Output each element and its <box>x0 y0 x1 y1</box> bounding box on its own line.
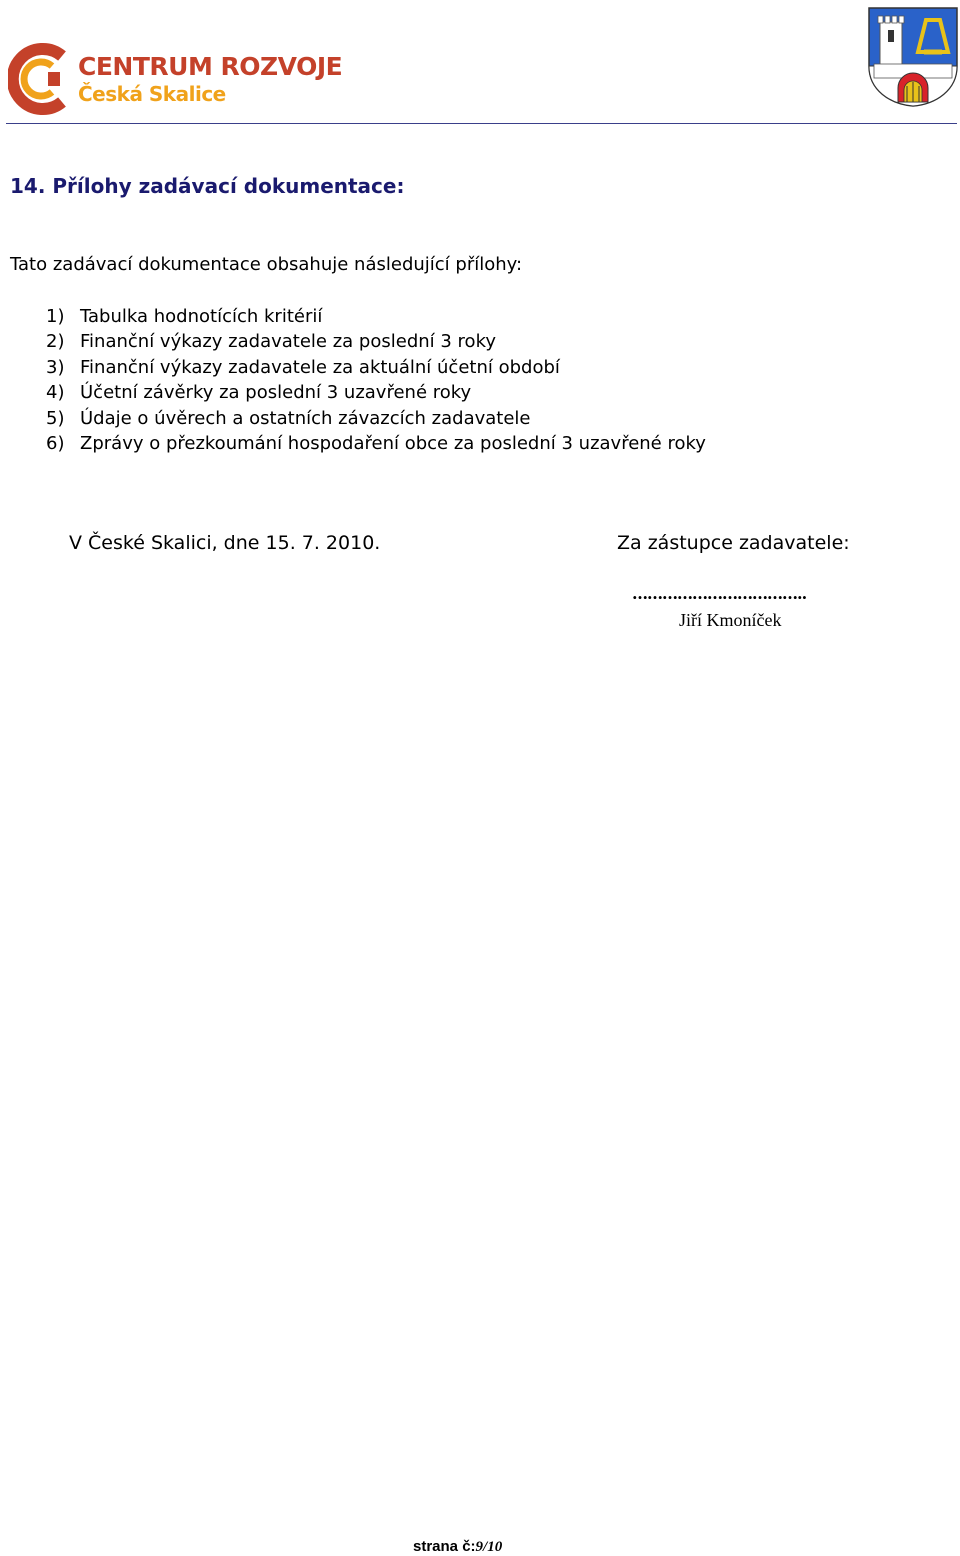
section-title: 14. Přílohy zadávací dokumentace: <box>10 174 405 198</box>
list-item-text: Zprávy o přezkoumání hospodaření obce za poslední 3 uzavřené roky <box>80 433 706 455</box>
place-and-date: V České Skalici, dne 15. 7. 2010. <box>69 532 381 554</box>
signer-name: Jiří Kmoníček <box>679 610 782 630</box>
logo-c-mark-icon <box>8 42 72 116</box>
page-header <box>0 0 960 126</box>
logo-title: CENTRUM ROZVOJE <box>78 52 343 81</box>
attachments-list <box>46 304 706 456</box>
list-item <box>46 406 706 431</box>
list-item-text: Finanční výkazy zadavatele za poslední 3 roky <box>80 331 497 353</box>
list-item-number: 4) <box>46 382 65 404</box>
logo-subtitle: Česká Skalice <box>78 82 226 106</box>
centrum-rozvoje-logo <box>8 38 368 118</box>
signature-label: Za zástupce zadavatele: <box>617 532 850 554</box>
list-item-text: Údaje o úvěrech a ostatních závazcích zadavatele <box>80 407 531 429</box>
page-number: 9/10 <box>475 1539 503 1555</box>
list-item <box>46 431 706 456</box>
town-coat-of-arms-icon <box>866 6 960 108</box>
page-number-label: strana č: <box>413 1538 476 1555</box>
signature-line: …………………………….. <box>632 584 807 603</box>
list-item-text: Finanční výkazy zadavatele za aktuální účetní období <box>80 356 560 378</box>
list-item <box>46 355 706 380</box>
header-divider <box>6 123 957 124</box>
list-item-number: 2) <box>46 331 65 353</box>
list-item-text: Účetní závěrky za poslední 3 uzavřené roky <box>80 382 472 404</box>
list-item-number: 5) <box>46 407 65 429</box>
page-footer <box>413 1537 502 1556</box>
list-item <box>46 329 706 354</box>
list-item <box>46 380 706 405</box>
list-item <box>46 304 706 329</box>
list-item-number: 1) <box>46 306 65 327</box>
list-item-number: 6) <box>46 433 65 455</box>
list-item-text: Tabulka hodnotících kritérií <box>80 306 323 327</box>
list-item-number: 3) <box>46 356 65 378</box>
attachments-intro: Tato zadávací dokumentace obsahuje následující přílohy: <box>10 254 523 275</box>
